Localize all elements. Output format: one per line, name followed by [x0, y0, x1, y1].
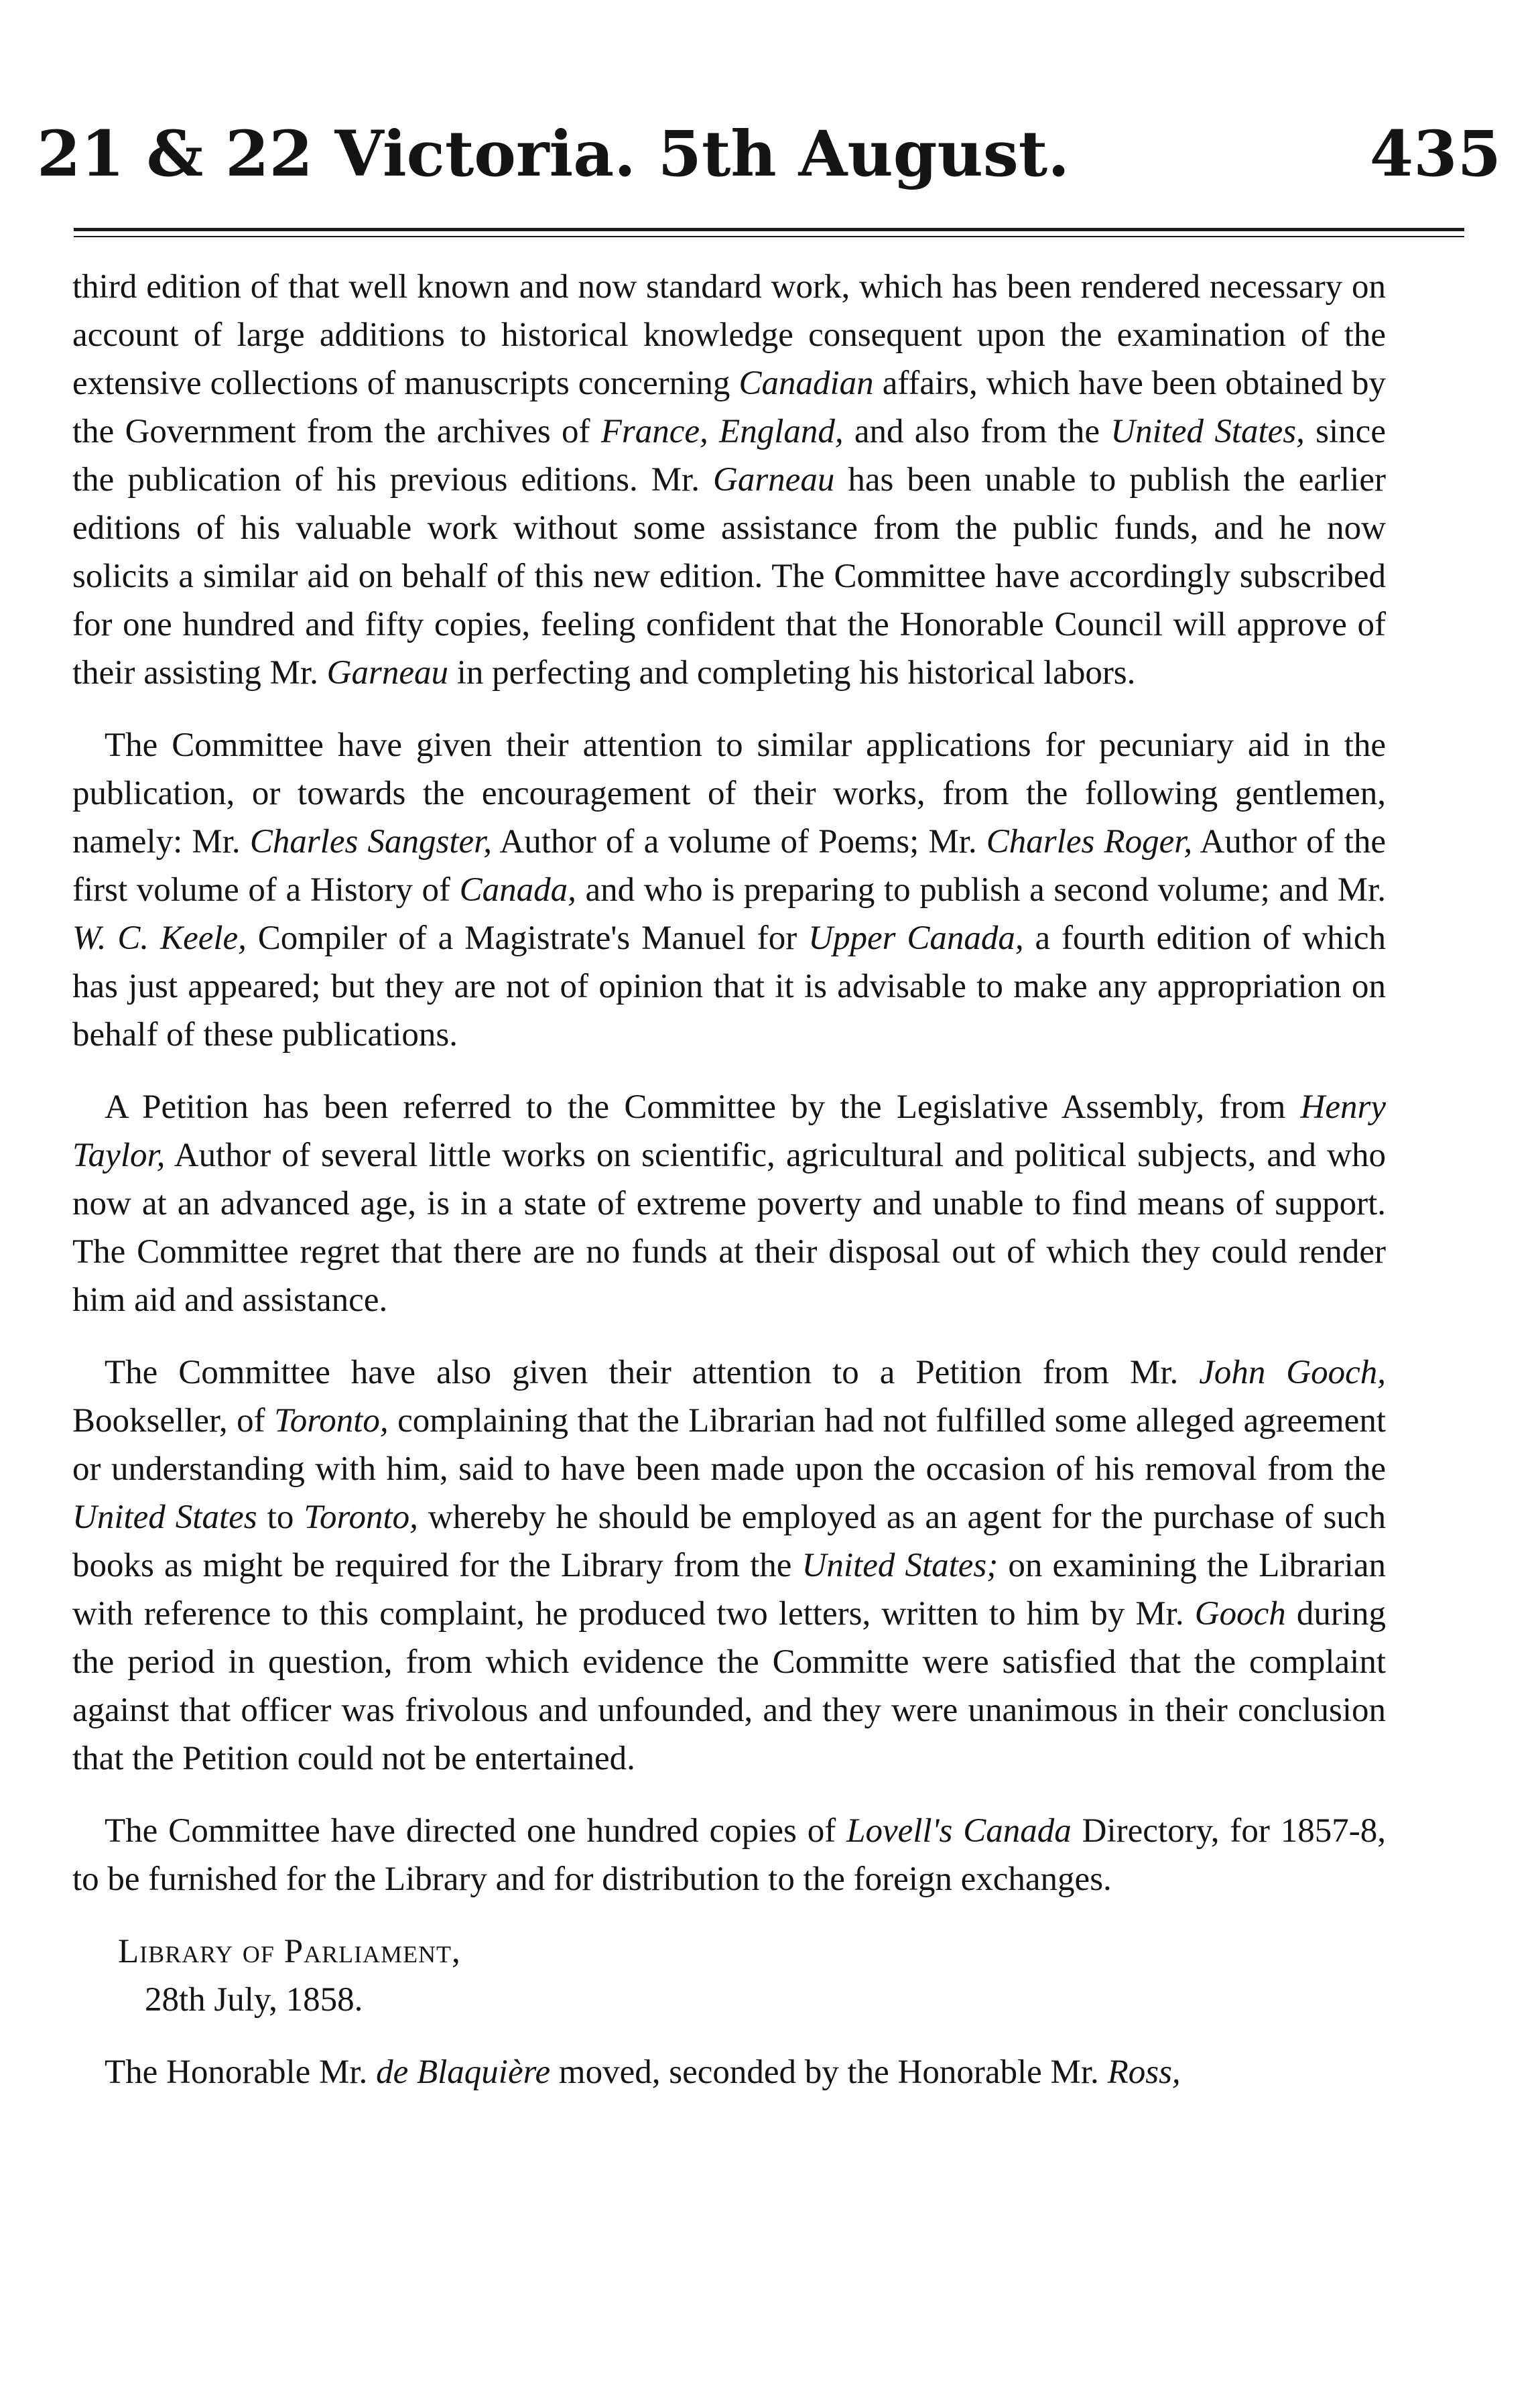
- italic-run: Canadian: [739, 365, 874, 402]
- header-session: [37, 117, 1070, 191]
- header-date: 5th August.: [657, 117, 1070, 191]
- italic-run: John Gooch,: [1199, 1354, 1386, 1391]
- italic-run: Henry Taylor,: [72, 1088, 1386, 1174]
- italic-run: Charles Sangster,: [249, 823, 493, 861]
- page-number: 435: [1369, 117, 1501, 191]
- signature-block: [72, 1927, 1386, 2024]
- paragraph-4: The Committee have also given their attention to a Petition from Mr. John Gooch, Bookseller, of Toronto, complaining that the Librarian had not fulfilled some alleged agreement or understanding with him, said to have been made upon the occasion of his removal from the United States to Toronto, whereby he should be employed as an agent for the purchase of such books as might be required for the Library from the United States; on examining the Librarian with reference to this complaint, he produced two letters, written to him by Mr. Gooch during the period in question, from which evidence the Committe were satisfied that the complaint against that officer was frivolous and unfounded, and they were unanimous in their conclusion that the Petition could not be entertained.: [72, 1354, 1387, 1777]
- italic-run: France, England,: [600, 413, 844, 450]
- italic-run: United States: [72, 1499, 257, 1536]
- italic-run: de Blaquière: [376, 2053, 551, 2091]
- italic-run: W. C. Keele,: [72, 920, 247, 957]
- italic-run: Garneau: [713, 461, 835, 499]
- document-body: [72, 263, 1386, 2120]
- italic-run: Toronto,: [304, 1499, 418, 1536]
- signature-org: Library of Parliament,: [118, 1933, 461, 1970]
- header-rule-thick: [74, 228, 1464, 231]
- italic-run: Gooch: [1194, 1595, 1286, 1633]
- paragraph-3: A Petition has been referred to the Committee by the Legislative Assembly, from Henry Taylor, Author of several little works on scientific, agricultural and political subjects, and who now at an advanced age, is in a state of extreme poverty and unable to find means of support. The Committee regret that there are no funds at their disposal out of which they could render him aid and assistance.: [72, 1088, 1386, 1319]
- closing-line: The Honorable Mr. de Blaquière moved, seconded by the Honorable Mr. Ross,: [105, 2053, 1181, 2091]
- italic-run: Garneau: [326, 654, 448, 692]
- paragraph-2: The Committee have given their attention to similar applications for pecuniary aid in the publication, or towards the encouragement of their works, from the following gentlemen, namely: Mr. Charles Sangster, Author of a volume of Poems; Mr. Charles Roger, Author of the first volume of a History of Canada, and who is preparing to publish a second volume; and Mr. W. C. Keele, Compiler of a Magistrate's Manuel for Upper Canada, a fourth edition of which has just appeared; but they are not of opinion that it is advisable to make any appropriation on behalf of these publications.: [72, 726, 1387, 1054]
- paragraph-1: third edition of that well known and now standard work, which has been rendered necessary on account of large additions to historical knowledge consequent upon the examination of the extensive collections of manuscripts concerning Canadian affairs, which have been obtained by the Government from the archives of France, England, and also from the United States, since the publication of his previous editions. Mr. Garneau has been unable to publish the earlier editions of his valuable work without some assistance from the public funds, and he now solicits a similar aid on behalf of this new edition. The Committee have accordingly subscribed for one hundred and fifty copies, feeling confident that the Honorable Council will approve of their assisting Mr. Garneau in perfecting and completing his historical labors.: [72, 268, 1386, 692]
- header-rule-thin: [74, 236, 1464, 237]
- italic-run: Charles Roger,: [986, 823, 1193, 861]
- paragraph-5: The Committee have directed one hundred copies of Lovell's Canada Directory, for 1857-8, to be furnished for the Library and for distribution to the foreign exchanges.: [72, 1812, 1386, 1898]
- signature-date: 28th July, 1858.: [145, 1981, 363, 2019]
- italic-run: Lovell's Canada: [846, 1812, 1072, 1850]
- italic-run: United States;: [802, 1547, 999, 1584]
- italic-run: Upper Canada,: [808, 920, 1024, 957]
- italic-run: Toronto,: [274, 1402, 389, 1440]
- header-session-text: 21 & 22 Victoria.: [37, 117, 636, 191]
- italic-run: Canada,: [459, 871, 576, 909]
- page-header: [37, 104, 1501, 191]
- italic-run: Ross,: [1107, 2053, 1181, 2091]
- italic-run: United States,: [1110, 413, 1305, 450]
